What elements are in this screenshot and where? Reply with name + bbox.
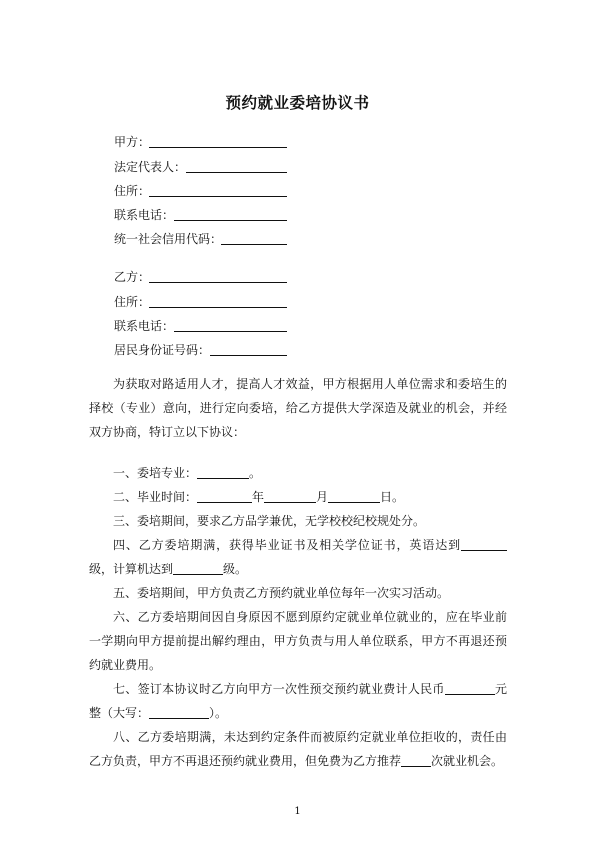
- grad-day-blank[interactable]: [328, 489, 380, 503]
- recommend-count-blank[interactable]: [401, 753, 431, 767]
- fee-amount-blank[interactable]: [445, 681, 495, 695]
- clause-2-text-a: 二、毕业时间：: [113, 490, 198, 504]
- fee-amount-words-blank[interactable]: [149, 705, 209, 719]
- clause-4-text-a: 四、乙方委培期满，获得毕业证书及相关学位证书，英语达到: [113, 538, 461, 552]
- clause-5: 五、委培期间，甲方负责乙方预约就业单位每年一次实习活动。: [113, 586, 450, 600]
- grad-year-blank[interactable]: [197, 489, 252, 503]
- party-a-name-blank[interactable]: [149, 147, 287, 148]
- party-b-address-label: 住所：: [114, 295, 151, 309]
- party-a-credit-code-blank[interactable]: [221, 244, 287, 245]
- english-level-blank[interactable]: [461, 537, 507, 551]
- party-a-phone-field: [114, 207, 174, 223]
- grad-month-blank[interactable]: [264, 489, 316, 503]
- party-b-phone-blank[interactable]: [174, 331, 287, 332]
- party-a-name-label: 甲方：: [114, 135, 151, 149]
- clause-4-text-c: 级。: [223, 562, 248, 576]
- party-a-rep-blank[interactable]: [186, 172, 287, 173]
- party-a-address-label: 住所：: [114, 184, 151, 198]
- party-b-address-blank[interactable]: [149, 307, 287, 308]
- party-a-credit-code-field: [114, 231, 222, 247]
- clause-4: [89, 533, 507, 581]
- clause-8-text-b: 次就业机会。: [431, 754, 504, 768]
- party-a-address-field: [114, 183, 150, 199]
- clause-1-text-a: 一、委培专业：: [113, 466, 198, 480]
- clause-8: [89, 725, 507, 773]
- clause-2: [89, 485, 507, 509]
- party-a-rep-field: [114, 159, 186, 175]
- intro-paragraph: 为获取对路适用人才，提高人才效益，甲方根据用人单位需求和委培生的择校（专业）意向，进行定向委培，给乙方提供大学深造及就业的机会，并经双方协商，特订立以下协议：: [89, 377, 507, 439]
- party-b-name-blank[interactable]: [149, 282, 287, 283]
- party-a-phone-blank[interactable]: [174, 220, 287, 221]
- clause-2-month: 月: [316, 490, 329, 504]
- clause-7-text-a: 七、签订本协议时乙方向甲方一次性预交预约就业费计人民币: [113, 682, 445, 696]
- clause-4-text-b: 级，计算机达到: [89, 562, 174, 576]
- page-number: 1: [294, 806, 301, 817]
- clause-2-day: 日。: [380, 490, 405, 504]
- party-a-address-blank[interactable]: [149, 196, 287, 197]
- party-b-name-label: 乙方：: [114, 270, 151, 284]
- party-a-phone-label: 联系电话：: [114, 208, 175, 222]
- clause-2-year: 年: [252, 490, 265, 504]
- party-b-phone-label: 联系电话：: [114, 319, 175, 333]
- clause-6: 六、乙方委培期间因自身原因不愿到原约定就业单位就业的，应在毕业前一学期向甲方提前提出解约理由，甲方负责与用人单位联系，甲方不再退还预约就业费用。: [89, 610, 507, 672]
- party-a-credit-code-label: 统一社会信用代码：: [114, 232, 223, 246]
- party-b-id-field: [114, 342, 210, 358]
- party-a-name-field: [114, 134, 150, 150]
- clause-1: [89, 461, 507, 485]
- clause-7-text-b: 元整（大写：: [89, 682, 507, 720]
- clause-3: 三、委培期间，要求乙方品学兼优，无学校校纪校规处分。: [113, 514, 426, 528]
- clause-1-text-b: 。: [249, 466, 262, 480]
- party-b-id-blank[interactable]: [210, 355, 287, 356]
- party-b-id-label: 居民身份证号码：: [114, 343, 211, 357]
- clause-7-text-c: ）。: [209, 706, 228, 720]
- party-a-rep-label: 法定代表人：: [114, 160, 187, 174]
- computer-level-blank[interactable]: [173, 561, 223, 575]
- party-b-address-field: [114, 294, 150, 310]
- major-blank[interactable]: [197, 465, 249, 479]
- clause-8-text-a: 八、乙方委培期满，未达到约定条件而被原约定就业单位拒收的，责任由乙方负责，甲方不再退还预约就业费用，但免费为乙方推荐: [89, 730, 507, 768]
- party-b-name-field: [114, 269, 150, 285]
- party-b-phone-field: [114, 318, 174, 334]
- document-title: 预约就业委培协议书: [225, 93, 370, 112]
- clause-7: [89, 677, 507, 725]
